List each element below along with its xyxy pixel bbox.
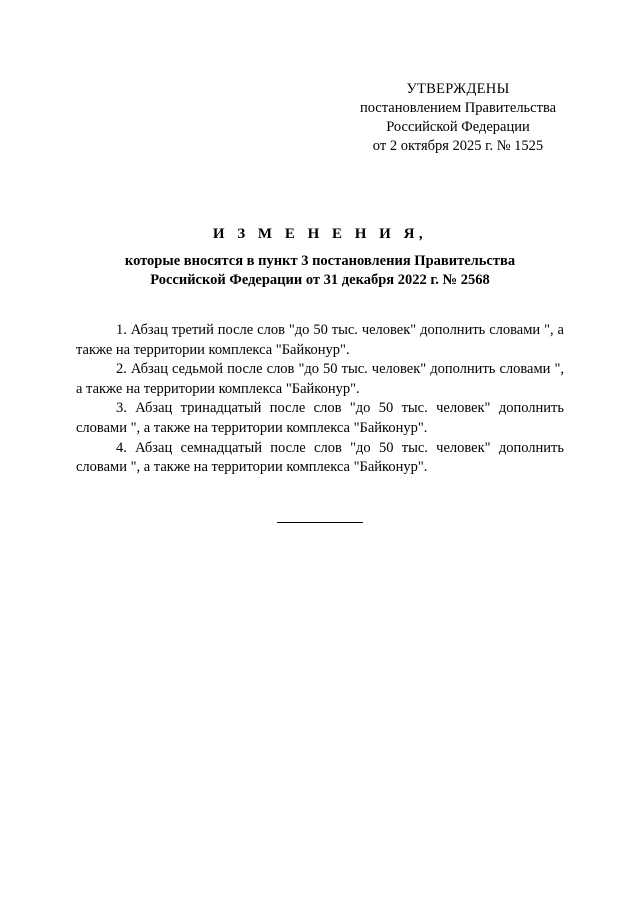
title-subtitle-line-1: которые вносятся в пункт 3 постановления Правительства <box>124 253 516 269</box>
title-subtitle-line-2: Российской Федерации от 31 декабря 2022 г. № 2568 <box>150 272 490 288</box>
approval-line-1: постановлением Правительства <box>359 100 557 116</box>
document-title <box>76 224 564 290</box>
amendment-item-4: 4. Абзац семнадцатый после слов "до 50 тыс. человек" дополнить словами ", а также на территории комплекса "Байконур". <box>76 439 564 476</box>
approval-line-2: Российской Федерации <box>386 119 530 135</box>
approved-label: УТВЕРЖДЕНЫ <box>406 81 510 97</box>
amendments-list <box>76 321 564 478</box>
end-divider <box>277 522 363 523</box>
amendment-item-3: 3. Абзац тринадцатый после слов "до 50 тыс. человек" дополнить словами ", а также на территории комплекса "Байконур". <box>76 400 564 436</box>
amendment-item-2: 2. Абзац седьмой после слов "до 50 тыс. человек" дополнить словами ", а также на территории комплекса "Байконур". <box>76 361 564 397</box>
approval-stamp <box>340 80 576 156</box>
amendment-item-1: 1. Абзац третий после слов "до 50 тыс. человек" дополнить словами ", а также на территории комплекса "Байконур". <box>76 322 564 358</box>
title-heading: И З М Е Н Е Н И Я, <box>212 226 428 242</box>
approval-line-3: от 2 октября 2025 г. № 1525 <box>372 138 544 154</box>
